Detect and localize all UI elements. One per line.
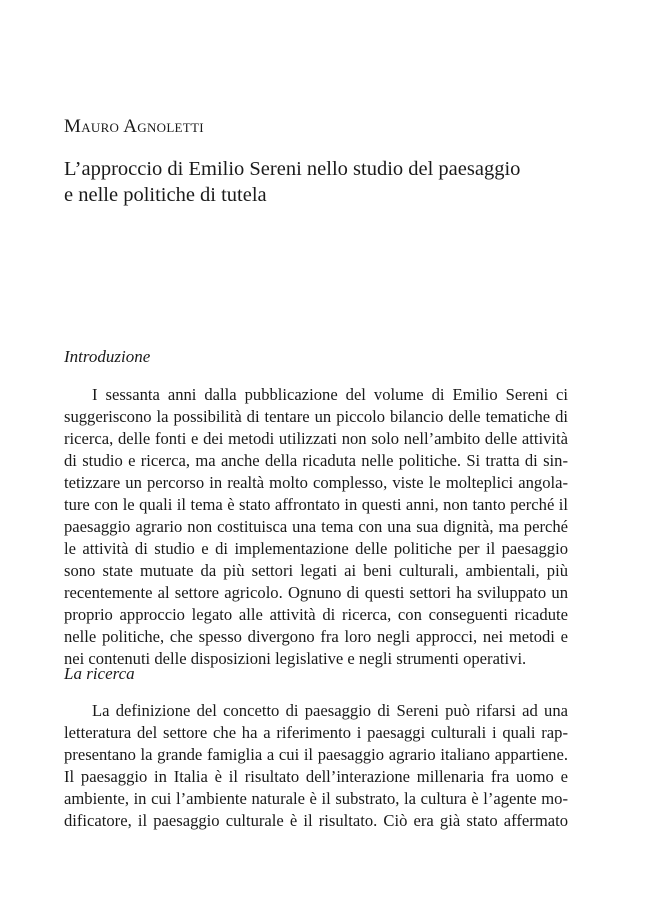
title-line: e nelle politiche di tutela (64, 184, 267, 206)
paragraph-la-ricerca (64, 700, 568, 832)
text-line: recentemente al settore agricolo. Ognuno di questi settori ha sviluppato un (64, 583, 568, 602)
text-line: paesaggio agrario non costituisca una tema con una sua dignità, ma perché (64, 517, 568, 536)
section-heading-la-ricerca: La ricerca (64, 664, 135, 683)
paragraph-introduzione (64, 384, 568, 670)
text-line: di studio e ricerca, ma anche della ricaduta nelle politiche. Si tratta di sin- (64, 451, 568, 470)
text-line: La definizione del concetto di paesaggio di Sereni può rifarsi ad una (92, 701, 568, 720)
text-line: dificatore, il paesaggio culturale è il risultato. Ciò era già stato affermato (64, 811, 568, 830)
text-line: Il paesaggio in Italia è il risultato dell’interazione millenaria fra uomo e (64, 767, 568, 786)
section-heading-introduzione: Introduzione (64, 347, 151, 366)
text-line: nelle politiche, che spesso divergono fra loro negli approcci, nei metodi e (64, 627, 568, 646)
text-line: nei contenuti delle disposizioni legislative e negli strumenti operativi. (64, 649, 527, 668)
text-line: proprio approccio legato alle attività di ricerca, con conseguenti ricadute (64, 605, 568, 624)
text-line: letteratura del settore che ha a riferimento i paesaggi culturali i quali rap- (64, 723, 568, 742)
article-title (64, 156, 584, 208)
text-line: I sessanta anni dalla pubblicazione del volume di Emilio Sereni ci (92, 385, 568, 404)
title-line: L’approccio di Emilio Sereni nello studio del paesaggio (64, 158, 521, 180)
text-line: ture con le quali il tema è stato affrontato in questi anni, non tanto perché il (64, 495, 568, 514)
text-line: le attività di studio e di implementazione delle politiche per il paesaggio (64, 539, 568, 558)
text-line: ricerca, delle fonti e dei metodi utilizzati non solo nell’ambito delle attività (64, 429, 568, 448)
text-line: suggeriscono la possibilità di tentare un piccolo bilancio delle tematiche di (64, 407, 568, 426)
text-line: sono state mutuate da più settori legati ai beni culturali, ambientali, più (64, 561, 568, 580)
author-name: Mauro Agnoletti (64, 116, 204, 137)
text-line: tetizzare un percorso in realtà molto complesso, viste le molteplici angola- (64, 473, 568, 492)
text-line: ambiente, in cui l’ambiente naturale è il substrato, la cultura è l’agente mo- (64, 789, 568, 808)
text-line: presentano la grande famiglia a cui il paesaggio agrario italiano appartiene. (64, 745, 568, 764)
